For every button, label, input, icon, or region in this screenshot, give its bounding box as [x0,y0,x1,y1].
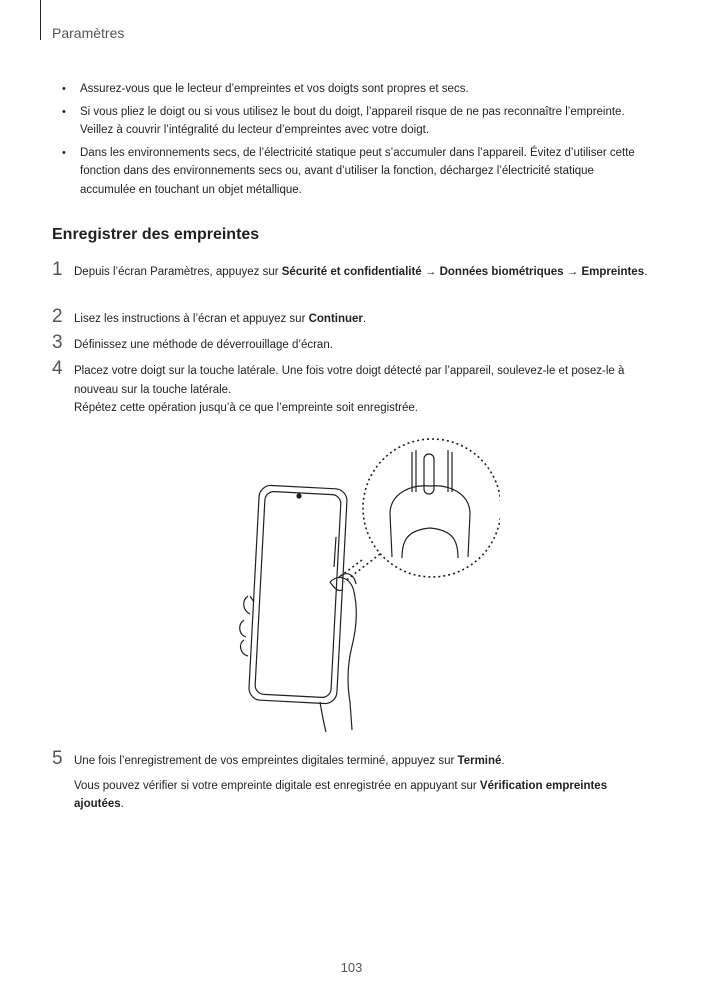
page-number: 103 [340,960,363,975]
step-number: 4 [52,358,63,379]
step-2 [52,306,652,329]
section-heading: Enregistrer des empreintes [52,226,260,243]
tips-list [62,80,652,203]
menu-path-fingerprints: Empreintes [581,266,645,278]
finger-icon [390,450,470,558]
zoom-circle [338,439,500,582]
step-number: 3 [52,332,63,353]
menu-path-security: Sécurité et confidentialité [281,266,422,278]
list-item [62,144,652,200]
step-text: Depuis l’écran Paramètres, appuyez sur Sécurité et confidentialité → Données biométriques → Empreintes. [74,266,648,278]
list-item-text: Si vous pliez le doigt ou si vous utilisez le bout du doigt, l’appareil risque de ne pas reconnaître l’empreinte. Veillez à couvrir l’intégralité du lecteur d’empreintes avec votre doigt. [80,105,625,136]
list-item [62,80,652,99]
bullet-icon: • [62,146,66,159]
step-4 [52,358,652,418]
step-text: Définissez une méthode de déverrouillage d’écran. [74,339,333,351]
continue-label: Continuer [308,313,363,325]
bullet-icon: • [62,83,66,95]
menu-path-biometrics: Données biométriques [439,266,564,278]
bullet-icon: • [62,105,66,118]
step-text: Une fois l’enregistrement de vos empreintes digitales terminé, appuyez sur Terminé. Vous pouvez vérifier si votre empreinte digitale est enregistrée en appuyant sur Vérification empreintes ajoutées. [74,755,608,810]
phone-icon [248,485,347,704]
step-3 [52,332,652,355]
step-1 [52,259,652,282]
list-item-text: Assurez-vous que le lecteur d’empreintes et vos doigts sont propres et secs. [80,83,469,95]
step-5 [52,748,652,814]
list-item-text: Dans les environnements secs, de l’électricité statique peut s’accumuler dans l’appareil. Évitez d’utiliser cette fonction dans des environnements secs ou, avant d’utiliser la fonction, déchargez l’électricité statique accumulée en touchant un objet métallique. [80,146,635,196]
step-number: 5 [52,748,63,769]
step-number: 1 [52,259,63,280]
verify-fingerprints-label: Vérification empreintes ajoutées [74,779,608,810]
list-item [62,103,652,140]
header-rule [40,0,41,40]
step-text: Placez votre doigt sur la touche latérale. Une fois votre doigt détecté par l’appareil, soulevez-le et posez-le à nouveau sur la touche latérale. Répétez cette opération jusqu’à ce que l’empreinte soit enregistrée. [74,365,625,414]
step-text: Lisez les instructions à l’écran et appuyez sur Continuer. [74,313,367,325]
page-header-title: Paramètres [52,25,125,41]
fingerprint-side-key-illustration [230,432,500,737]
done-label: Terminé [457,755,502,767]
step-number: 2 [52,306,63,327]
